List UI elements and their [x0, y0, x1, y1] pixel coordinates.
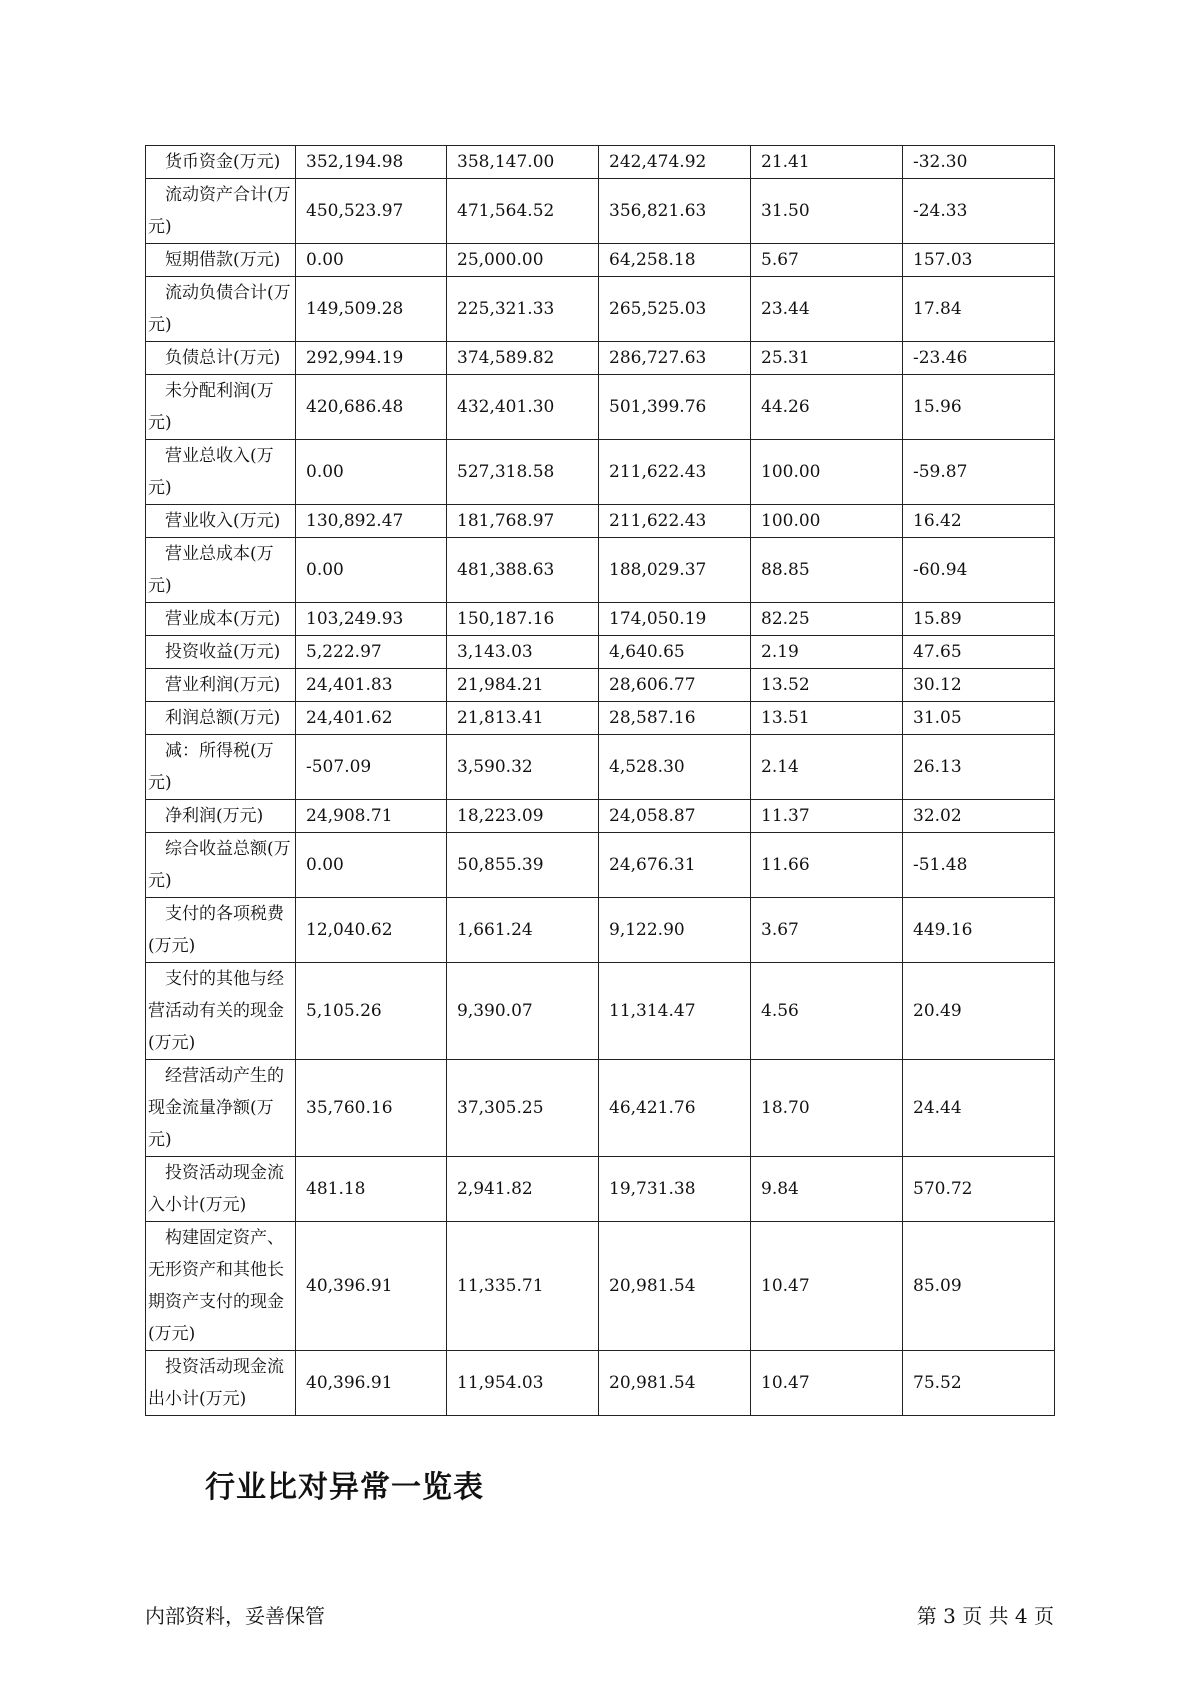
table-cell: 23.44 — [751, 277, 903, 342]
table-cell: -60.94 — [903, 538, 1055, 603]
row-label: 营业利润(万元) — [146, 669, 296, 702]
table-cell: -507.09 — [296, 735, 447, 800]
table-cell: 50,855.39 — [447, 833, 599, 898]
footer-page-number: 第 3 页 共 4 页 — [916, 1604, 1054, 1628]
row-label: 短期借款(万元) — [146, 244, 296, 277]
row-label: 支付的其他与经营活动有关的现金(万元) — [146, 963, 296, 1060]
table-cell: 9.84 — [751, 1157, 903, 1222]
table-cell: 46,421.76 — [599, 1060, 751, 1157]
table-cell: 149,509.28 — [296, 277, 447, 342]
table-cell: 100.00 — [751, 440, 903, 505]
table-cell: 21,984.21 — [447, 669, 599, 702]
table-cell: 40,396.91 — [296, 1351, 447, 1416]
table-row — [146, 440, 1055, 505]
table-cell: 32.02 — [903, 800, 1055, 833]
table-cell: 24,058.87 — [599, 800, 751, 833]
table-cell: 0.00 — [296, 244, 447, 277]
table-cell: 356,821.63 — [599, 179, 751, 244]
table-cell: 25.31 — [751, 342, 903, 375]
table-cell: 2.19 — [751, 636, 903, 669]
row-label: 未分配利润(万元) — [146, 375, 296, 440]
table-cell: 11,335.71 — [447, 1222, 599, 1351]
table-row — [146, 1351, 1055, 1416]
table-cell: 20,981.54 — [599, 1222, 751, 1351]
table-cell: 11,954.03 — [447, 1351, 599, 1416]
table-row — [146, 702, 1055, 735]
table-cell: 292,994.19 — [296, 342, 447, 375]
row-label: 经营活动产生的现金流量净额(万元) — [146, 1060, 296, 1157]
table-cell: 75.52 — [903, 1351, 1055, 1416]
table-cell: 211,622.43 — [599, 440, 751, 505]
table-cell: 265,525.03 — [599, 277, 751, 342]
table-row — [146, 244, 1055, 277]
table-row — [146, 505, 1055, 538]
row-label: 营业收入(万元) — [146, 505, 296, 538]
table-cell: 0.00 — [296, 440, 447, 505]
table-cell: 188,029.37 — [599, 538, 751, 603]
table-cell: 374,589.82 — [447, 342, 599, 375]
table-cell: -24.33 — [903, 179, 1055, 244]
table-row — [146, 1157, 1055, 1222]
table-cell: 150,187.16 — [447, 603, 599, 636]
table-cell: 20.49 — [903, 963, 1055, 1060]
row-label: 负债总计(万元) — [146, 342, 296, 375]
table-cell: -23.46 — [903, 342, 1055, 375]
table-cell: 19,731.38 — [599, 1157, 751, 1222]
table-cell: 13.52 — [751, 669, 903, 702]
table-cell: 130,892.47 — [296, 505, 447, 538]
table-cell: -32.30 — [903, 146, 1055, 179]
table-row — [146, 800, 1055, 833]
table-cell: 82.25 — [751, 603, 903, 636]
table-cell: 471,564.52 — [447, 179, 599, 244]
row-label: 投资活动现金流入小计(万元) — [146, 1157, 296, 1222]
row-label: 支付的各项税费(万元) — [146, 898, 296, 963]
table-cell: 3.67 — [751, 898, 903, 963]
row-label: 货币资金(万元) — [146, 146, 296, 179]
row-label: 构建固定资产、无形资产和其他长期资产支付的现金(万元) — [146, 1222, 296, 1351]
table-cell: 24,401.83 — [296, 669, 447, 702]
row-label: 综合收益总额(万元) — [146, 833, 296, 898]
row-label: 净利润(万元) — [146, 800, 296, 833]
row-label: 流动负债合计(万元) — [146, 277, 296, 342]
row-label: 营业总成本(万元) — [146, 538, 296, 603]
row-label: 利润总额(万元) — [146, 702, 296, 735]
table-cell: 15.89 — [903, 603, 1055, 636]
table-cell: 88.85 — [751, 538, 903, 603]
table-cell: 30.12 — [903, 669, 1055, 702]
footer-confidential-note: 内部资料，妥善保管 — [145, 1604, 325, 1628]
table-cell: 5.67 — [751, 244, 903, 277]
table-cell: -51.48 — [903, 833, 1055, 898]
table-cell: 35,760.16 — [296, 1060, 447, 1157]
table-cell: 9,122.90 — [599, 898, 751, 963]
table-cell: 157.03 — [903, 244, 1055, 277]
table-cell: 25,000.00 — [447, 244, 599, 277]
table-cell: 21,813.41 — [447, 702, 599, 735]
section-heading: 行业比对异常一览表 — [205, 1470, 484, 1505]
table-row — [146, 636, 1055, 669]
table-row — [146, 1060, 1055, 1157]
table-cell: 37,305.25 — [447, 1060, 599, 1157]
table-cell: 242,474.92 — [599, 146, 751, 179]
table-cell: 174,050.19 — [599, 603, 751, 636]
table-cell: 21.41 — [751, 146, 903, 179]
table-cell: 4,640.65 — [599, 636, 751, 669]
row-label: 减：所得税(万元) — [146, 735, 296, 800]
table-cell: 352,194.98 — [296, 146, 447, 179]
row-label: 营业总收入(万元) — [146, 440, 296, 505]
table-cell: 28,587.16 — [599, 702, 751, 735]
table-cell: 286,727.63 — [599, 342, 751, 375]
table-row — [146, 342, 1055, 375]
row-label: 流动资产合计(万元) — [146, 179, 296, 244]
table-cell: 10.47 — [751, 1351, 903, 1416]
table-cell: 5,222.97 — [296, 636, 447, 669]
table-cell: 449.16 — [903, 898, 1055, 963]
table-row — [146, 277, 1055, 342]
table-cell: 450,523.97 — [296, 179, 447, 244]
table-row — [146, 375, 1055, 440]
table-row — [146, 898, 1055, 963]
table-cell: 501,399.76 — [599, 375, 751, 440]
table-row — [146, 963, 1055, 1060]
table-cell: 358,147.00 — [447, 146, 599, 179]
table-row — [146, 146, 1055, 179]
table-cell: 527,318.58 — [447, 440, 599, 505]
table-cell: 24.44 — [903, 1060, 1055, 1157]
table-cell: 481,388.63 — [447, 538, 599, 603]
table-cell: 47.65 — [903, 636, 1055, 669]
table-cell: 0.00 — [296, 538, 447, 603]
table-cell: 3,590.32 — [447, 735, 599, 800]
table-cell: 420,686.48 — [296, 375, 447, 440]
table-cell: 1,661.24 — [447, 898, 599, 963]
table-cell: 211,622.43 — [599, 505, 751, 538]
table-cell: 481.18 — [296, 1157, 447, 1222]
table-cell: 31.50 — [751, 179, 903, 244]
table-cell: 15.96 — [903, 375, 1055, 440]
table-cell: 4.56 — [751, 963, 903, 1060]
table-cell: 40,396.91 — [296, 1222, 447, 1351]
table-cell: -59.87 — [903, 440, 1055, 505]
table-cell: 11.66 — [751, 833, 903, 898]
table-row — [146, 179, 1055, 244]
table-cell: 24,676.31 — [599, 833, 751, 898]
row-label: 营业成本(万元) — [146, 603, 296, 636]
table-cell: 570.72 — [903, 1157, 1055, 1222]
table-cell: 28,606.77 — [599, 669, 751, 702]
table-cell: 100.00 — [751, 505, 903, 538]
table-cell: 17.84 — [903, 277, 1055, 342]
table-row — [146, 538, 1055, 603]
table-cell: 24,908.71 — [296, 800, 447, 833]
table-cell: 85.09 — [903, 1222, 1055, 1351]
table-cell: 0.00 — [296, 833, 447, 898]
table-cell: 18,223.09 — [447, 800, 599, 833]
table-cell: 4,528.30 — [599, 735, 751, 800]
table-cell: 5,105.26 — [296, 963, 447, 1060]
row-label: 投资活动现金流出小计(万元) — [146, 1351, 296, 1416]
table-cell: 12,040.62 — [296, 898, 447, 963]
table-cell: 24,401.62 — [296, 702, 447, 735]
table-row — [146, 833, 1055, 898]
table-cell: 11.37 — [751, 800, 903, 833]
table-cell: 44.26 — [751, 375, 903, 440]
table-cell: 103,249.93 — [296, 603, 447, 636]
table-cell: 13.51 — [751, 702, 903, 735]
table-cell: 64,258.18 — [599, 244, 751, 277]
table-cell: 18.70 — [751, 1060, 903, 1157]
table-cell: 9,390.07 — [447, 963, 599, 1060]
table-cell: 16.42 — [903, 505, 1055, 538]
row-label: 投资收益(万元) — [146, 636, 296, 669]
table-row — [146, 735, 1055, 800]
table-row — [146, 669, 1055, 702]
table-cell: 3,143.03 — [447, 636, 599, 669]
table-cell: 181,768.97 — [447, 505, 599, 538]
table-cell: 225,321.33 — [447, 277, 599, 342]
table-cell: 26.13 — [903, 735, 1055, 800]
table-body — [146, 146, 1055, 1416]
table-cell: 31.05 — [903, 702, 1055, 735]
table-cell: 11,314.47 — [599, 963, 751, 1060]
table-cell: 2,941.82 — [447, 1157, 599, 1222]
financial-data-table — [145, 145, 1055, 1416]
table-row — [146, 1222, 1055, 1351]
table-cell: 2.14 — [751, 735, 903, 800]
table-cell: 20,981.54 — [599, 1351, 751, 1416]
table-cell: 10.47 — [751, 1222, 903, 1351]
table-cell: 432,401.30 — [447, 375, 599, 440]
table-row — [146, 603, 1055, 636]
